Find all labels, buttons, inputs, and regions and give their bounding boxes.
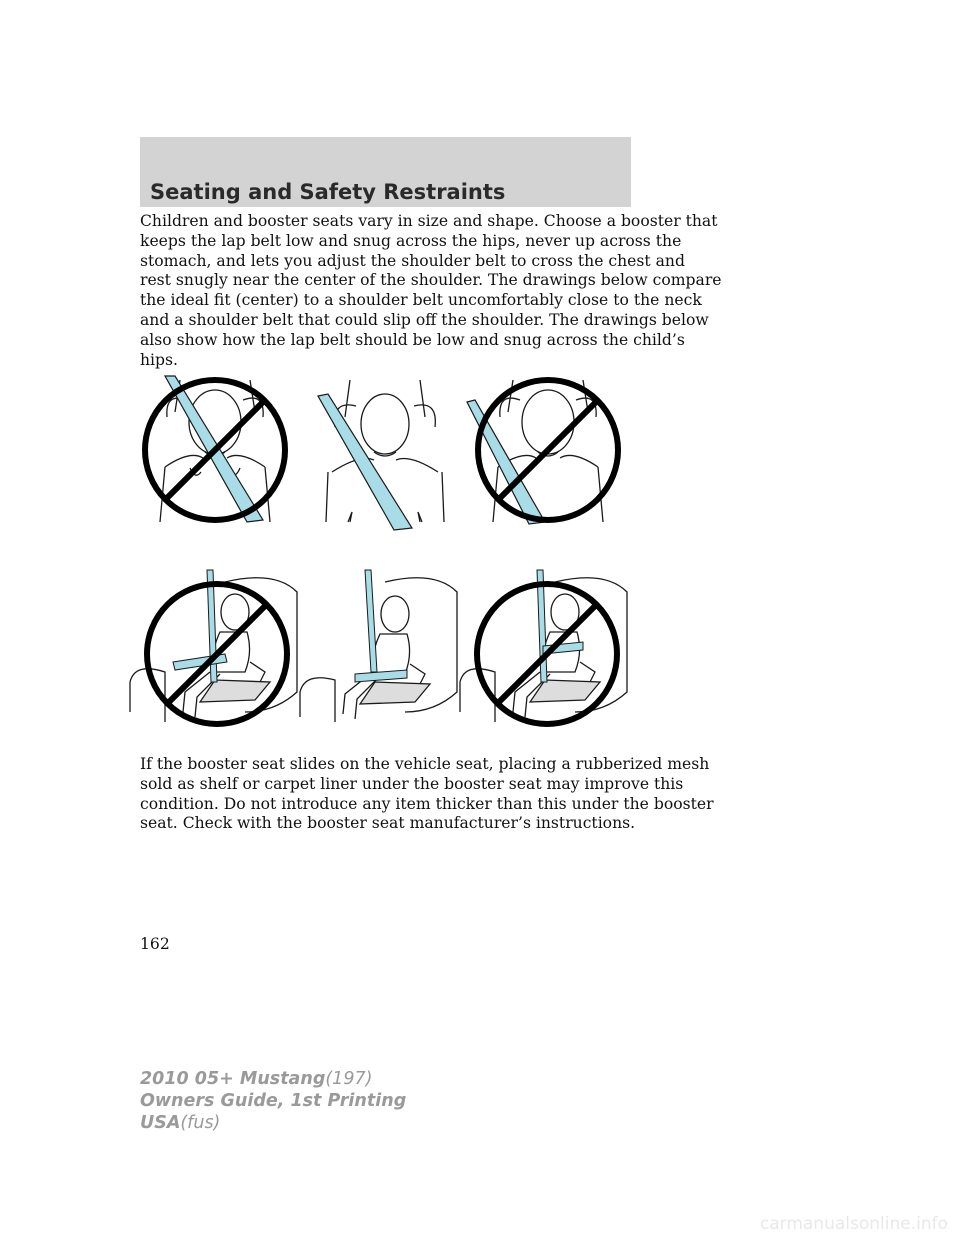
footer-region: USA [140, 1113, 181, 1133]
site-watermark: carmanualsonline.info [759, 1214, 948, 1234]
footer-line [140, 1090, 406, 1112]
document-footer [140, 1068, 406, 1134]
lap-belt-too-high-illustration [125, 562, 305, 732]
paragraph-line: sold as shelf or carpet liner under the booster seat may improve this [140, 774, 684, 793]
paragraph-line: rest snugly near the center of the shoulder. The drawings below compare [140, 271, 722, 290]
paragraph-line: and a shoulder belt that could slip off the shoulder. The drawings below [140, 310, 709, 329]
paragraph-line: hips. [140, 350, 178, 369]
booster-fit-illustrations [125, 372, 635, 732]
lap-belt-across-stomach-illustration [455, 562, 635, 732]
footer-printing: Owners Guide, 1st Printing [140, 1091, 407, 1111]
paragraph-line: stomach, and lets you adjust the shoulder belt to cross the chest and [140, 251, 685, 270]
intro-paragraph [140, 212, 722, 370]
paragraph-line: also show how the lap belt should be low and snug across the child’s [140, 330, 685, 349]
page-number: 162 [140, 935, 170, 953]
shoulder-belt-slipping-off-shoulder-illustration [465, 372, 630, 532]
footer-line [140, 1068, 406, 1090]
shoulder-belt-ideal-fit-illustration [310, 372, 460, 537]
paragraph-line: If the booster seat slides on the vehicle seat, placing a rubberized mesh [140, 755, 710, 773]
paragraph-line: keeps the lap belt low and snug across the hips, never up across the [140, 231, 682, 250]
paragraph-line: condition. Do not introduce any item thicker than this under the booster [140, 794, 714, 813]
footer-region-code: (fus) [180, 1113, 221, 1133]
booster-slide-paragraph [140, 755, 714, 834]
shoulder-belt-too-close-to-neck-illustration [135, 372, 295, 532]
footer-model: 2010 05+ Mustang [140, 1069, 326, 1089]
footer-line [140, 1112, 406, 1134]
section-title: Seating and Safety Restraints [150, 180, 506, 204]
lap-belt-ideal-fit-illustration [295, 562, 465, 732]
paragraph-line: Children and booster seats vary in size and shape. Choose a booster that [140, 212, 718, 230]
paragraph-line: seat. Check with the booster seat manufacturer’s instructions. [140, 814, 636, 833]
footer-model-code: (197) [325, 1069, 373, 1089]
paragraph-line: the ideal fit (center) to a shoulder belt uncomfortably close to the neck [140, 291, 702, 310]
